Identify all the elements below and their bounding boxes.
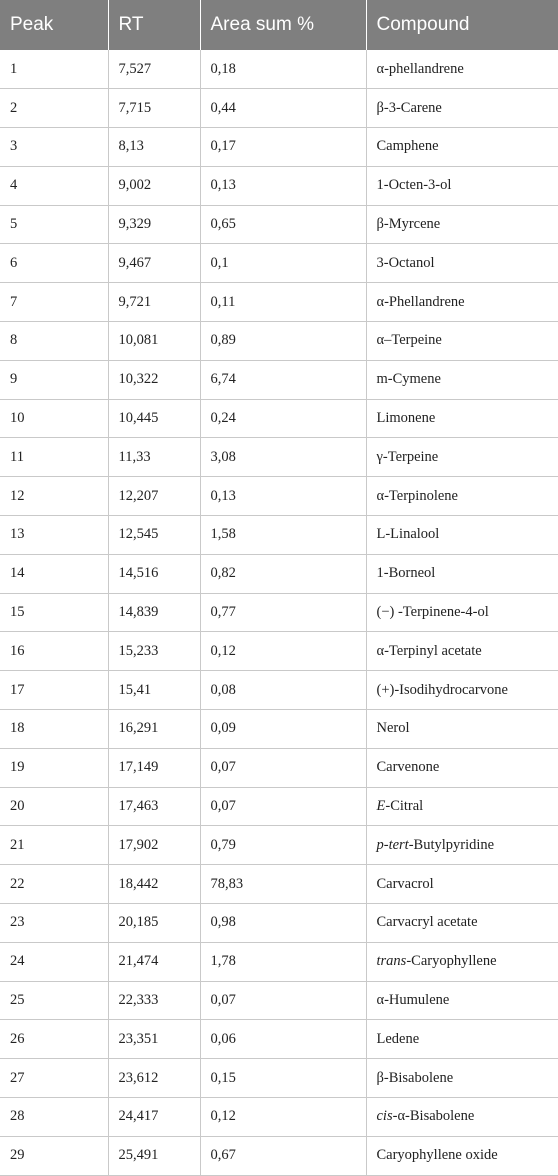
rt-cell: 12,207: [108, 477, 200, 516]
table-row: [0, 826, 558, 865]
compound-prefix-italic: trans: [376, 953, 407, 970]
table-row: [0, 593, 558, 632]
rt-cell: 25,491: [108, 1136, 200, 1175]
area-cell: 0,44: [200, 89, 366, 128]
peak-cell: 25: [0, 981, 108, 1020]
rt-cell: 7,527: [108, 50, 200, 89]
peak-cell: 21: [0, 826, 108, 865]
area-cell: 0,15: [200, 1059, 366, 1098]
peak-cell: 12: [0, 477, 108, 516]
compound-cell: γ-Terpeine: [366, 438, 558, 477]
area-cell: 0,13: [200, 477, 366, 516]
compound-cell: α-Humulene: [366, 981, 558, 1020]
compound-cell: Carvacrol: [366, 865, 558, 904]
compound-name-part: -Citral: [385, 798, 424, 815]
table-row: [0, 399, 558, 438]
compound-cell: 3-Octanol: [366, 244, 558, 283]
rt-cell: 23,351: [108, 1020, 200, 1059]
area-cell: 0,82: [200, 554, 366, 593]
compound-cell: 1-Octen-3-ol: [366, 166, 558, 205]
peak-cell: 19: [0, 748, 108, 787]
compound-cell: β-Myrcene: [366, 205, 558, 244]
peak-cell: 29: [0, 1136, 108, 1175]
compound-cell: [366, 1098, 558, 1137]
compound-cell: α-Terpinyl acetate: [366, 632, 558, 671]
rt-cell: 14,839: [108, 593, 200, 632]
table-row: [0, 1098, 558, 1137]
table-row: [0, 1020, 558, 1059]
peak-cell: 20: [0, 787, 108, 826]
area-cell: 1,58: [200, 516, 366, 555]
compound-cell: β-3-Carene: [366, 89, 558, 128]
table-row: [0, 748, 558, 787]
peak-cell: 1: [0, 50, 108, 89]
table-row: [0, 50, 558, 89]
compound-name-part: -Caryophyllene: [406, 953, 497, 970]
table-row: [0, 554, 558, 593]
rt-cell: 9,002: [108, 166, 200, 205]
table-row: [0, 166, 558, 205]
compound-cell: 1-Borneol: [366, 554, 558, 593]
compound-cell: Carvacryl acetate: [366, 904, 558, 943]
peak-cell: 16: [0, 632, 108, 671]
table-row: [0, 865, 558, 904]
area-cell: 0,12: [200, 632, 366, 671]
table-row: [0, 942, 558, 981]
rt-cell: 9,467: [108, 244, 200, 283]
compound-cell: [366, 942, 558, 981]
compound-cell: m-Cymene: [366, 360, 558, 399]
rt-cell: 10,445: [108, 399, 200, 438]
rt-cell: 17,149: [108, 748, 200, 787]
compound-cell: Nerol: [366, 710, 558, 749]
table-row: [0, 205, 558, 244]
compound-cell: β-Bisabolene: [366, 1059, 558, 1098]
column-header-rt: RT: [108, 0, 200, 50]
rt-cell: 11,33: [108, 438, 200, 477]
rt-cell: 10,081: [108, 322, 200, 361]
area-cell: 0,1: [200, 244, 366, 283]
rt-cell: 20,185: [108, 904, 200, 943]
table-row: [0, 128, 558, 167]
rt-cell: 17,463: [108, 787, 200, 826]
compound-prefix-italic: p-tert: [376, 836, 409, 853]
table-row: [0, 244, 558, 283]
compound-cell: Ledene: [366, 1020, 558, 1059]
compound-cell: α-Phellandrene: [366, 283, 558, 322]
compound-cell: α-Terpinolene: [366, 477, 558, 516]
peak-cell: 13: [0, 516, 108, 555]
column-header-peak: Peak: [0, 0, 108, 50]
peak-cell: 14: [0, 554, 108, 593]
area-cell: 0,07: [200, 981, 366, 1020]
compound-name-part: -Butylpyridine: [408, 836, 495, 853]
area-cell: 0,18: [200, 50, 366, 89]
table-row: [0, 516, 558, 555]
compound-cell: (−) -Terpinene-4-ol: [366, 593, 558, 632]
rt-cell: 15,233: [108, 632, 200, 671]
table-row: [0, 981, 558, 1020]
rt-cell: 24,417: [108, 1098, 200, 1137]
rt-cell: 12,545: [108, 516, 200, 555]
rt-cell: 8,13: [108, 128, 200, 167]
table-row: [0, 632, 558, 671]
rt-cell: 17,902: [108, 826, 200, 865]
compound-cell: (+)-Isodihydrocarvone: [366, 671, 558, 710]
area-cell: 0,07: [200, 787, 366, 826]
area-cell: 78,83: [200, 865, 366, 904]
table-row: [0, 1059, 558, 1098]
peak-cell: 15: [0, 593, 108, 632]
rt-cell: 18,442: [108, 865, 200, 904]
area-cell: 0,13: [200, 166, 366, 205]
area-cell: 0,11: [200, 283, 366, 322]
table-row: [0, 283, 558, 322]
area-cell: 0,89: [200, 322, 366, 361]
compound-cell: Carvenone: [366, 748, 558, 787]
peak-cell: 10: [0, 399, 108, 438]
table-row: [0, 89, 558, 128]
table-row: [0, 1136, 558, 1175]
table-row: [0, 360, 558, 399]
rt-cell: 14,516: [108, 554, 200, 593]
rt-cell: 9,329: [108, 205, 200, 244]
table-row: [0, 438, 558, 477]
peak-cell: 2: [0, 89, 108, 128]
area-cell: 0,65: [200, 205, 366, 244]
area-cell: 0,09: [200, 710, 366, 749]
area-cell: 0,06: [200, 1020, 366, 1059]
compound-name-part: -α-Bisabolene: [392, 1108, 475, 1125]
compound-cell: [366, 826, 558, 865]
table-row: [0, 904, 558, 943]
compound-cell: Camphene: [366, 128, 558, 167]
peak-cell: 24: [0, 942, 108, 981]
peak-cell: 5: [0, 205, 108, 244]
area-cell: 0,07: [200, 748, 366, 787]
rt-cell: 10,322: [108, 360, 200, 399]
peak-cell: 28: [0, 1098, 108, 1137]
compound-cell: α–Terpeine: [366, 322, 558, 361]
table-row: [0, 787, 558, 826]
table-row: [0, 477, 558, 516]
rt-cell: 15,41: [108, 671, 200, 710]
table-row: [0, 322, 558, 361]
column-header-area-sum: Area sum %: [200, 0, 366, 50]
rt-cell: 22,333: [108, 981, 200, 1020]
peak-cell: 26: [0, 1020, 108, 1059]
area-cell: 1,78: [200, 942, 366, 981]
area-cell: 0,17: [200, 128, 366, 167]
area-cell: 6,74: [200, 360, 366, 399]
rt-cell: 7,715: [108, 89, 200, 128]
peak-cell: 3: [0, 128, 108, 167]
peak-cell: 6: [0, 244, 108, 283]
peak-cell: 7: [0, 283, 108, 322]
table-body: [0, 50, 558, 1175]
rt-cell: 16,291: [108, 710, 200, 749]
table-row: [0, 671, 558, 710]
compound-cell: [366, 787, 558, 826]
compound-cell: Limonene: [366, 399, 558, 438]
compound-prefix-italic: E: [376, 798, 386, 815]
peak-cell: 11: [0, 438, 108, 477]
peak-cell: 17: [0, 671, 108, 710]
area-cell: 3,08: [200, 438, 366, 477]
rt-cell: 9,721: [108, 283, 200, 322]
area-cell: 0,98: [200, 904, 366, 943]
peak-cell: 8: [0, 322, 108, 361]
area-cell: 0,08: [200, 671, 366, 710]
header-row: [0, 0, 558, 50]
compound-cell: α-phellandrene: [366, 50, 558, 89]
area-cell: 0,77: [200, 593, 366, 632]
table-row: [0, 710, 558, 749]
compound-prefix-italic: cis: [376, 1108, 393, 1125]
peak-cell: 27: [0, 1059, 108, 1098]
area-cell: 0,12: [200, 1098, 366, 1137]
compound-cell: Caryophyllene oxide: [366, 1136, 558, 1175]
rt-cell: 21,474: [108, 942, 200, 981]
peak-cell: 4: [0, 166, 108, 205]
peak-cell: 22: [0, 865, 108, 904]
rt-cell: 23,612: [108, 1059, 200, 1098]
area-cell: 0,79: [200, 826, 366, 865]
area-cell: 0,24: [200, 399, 366, 438]
compound-cell: L-Linalool: [366, 516, 558, 555]
peak-cell: 23: [0, 904, 108, 943]
peak-cell: 9: [0, 360, 108, 399]
column-header-compound: Compound: [366, 0, 558, 50]
area-cell: 0,67: [200, 1136, 366, 1175]
peak-cell: 18: [0, 710, 108, 749]
